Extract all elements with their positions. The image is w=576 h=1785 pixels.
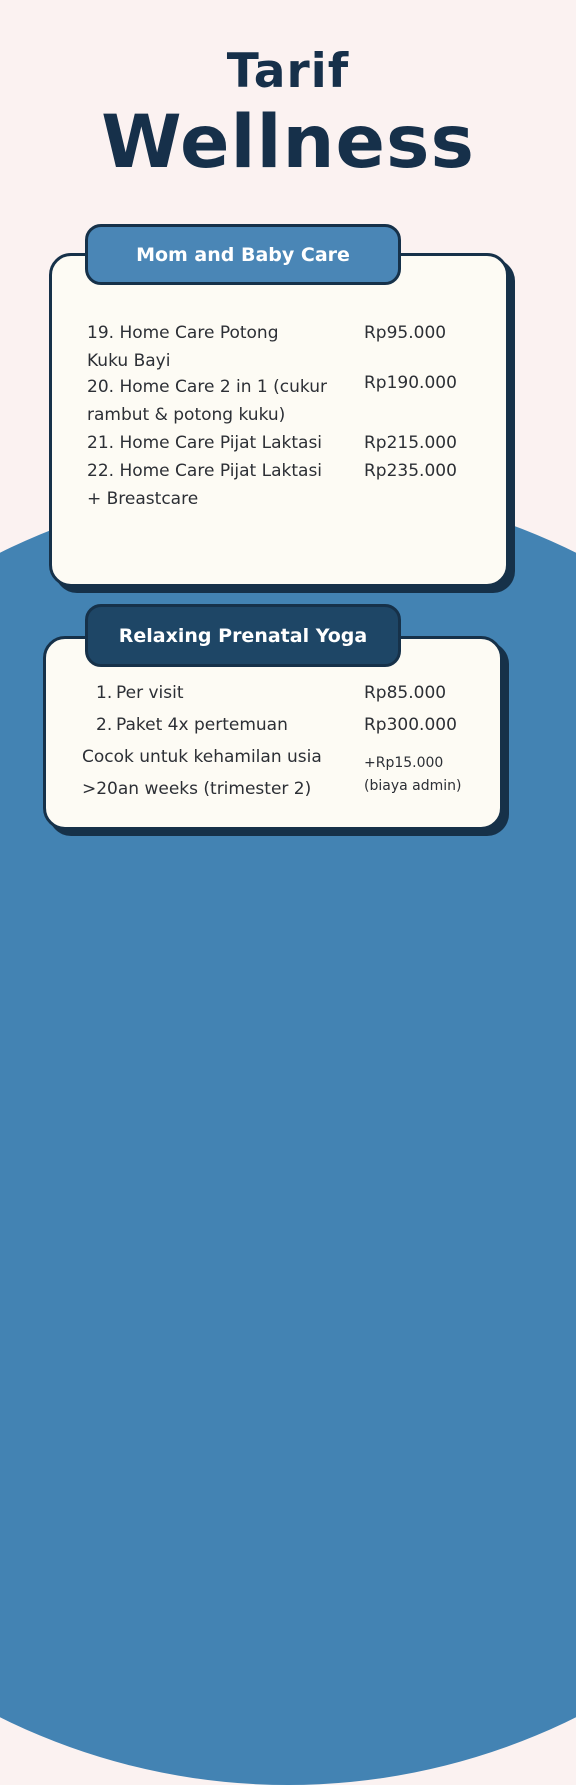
item-19-price: Rp95.000 [364,323,447,343]
title-line-2: Wellness [101,100,475,185]
title-line-1: Tarif [226,44,350,99]
item-22-price: Rp235.000 [364,461,457,481]
yoga-item-1-num: 1. [96,683,113,703]
item-21-price: Rp215.000 [364,433,457,453]
item-19-name-line2: Kuku Bayi [87,351,171,371]
yoga-item-2-num: 2. [96,715,113,735]
item-20-price: Rp190.000 [364,373,457,393]
mom-baby-heading: Mom and Baby Care [85,224,401,285]
yoga-note-line1: Cocok untuk kehamilan usia [82,747,322,767]
yoga-item-2-name: Paket 4x pertemuan [116,715,288,735]
yoga-item-1-name: Per visit [116,683,184,703]
item-19-name-line1: 19. Home Care Potong [87,323,279,343]
admin-fee-amount: +Rp15.000 [364,755,444,771]
item-20-name-line1: 20. Home Care 2 in 1 (cukur [87,377,327,397]
item-20-name-line2: rambut & potong kuku) [87,405,286,425]
mom-baby-card [49,253,509,587]
prenatal-yoga-heading: Relaxing Prenatal Yoga [85,604,401,667]
admin-fee-label: (biaya admin) [364,778,462,794]
item-22-name-line1: 22. Home Care Pijat Laktasi [87,461,323,481]
yoga-item-1-price: Rp85.000 [364,683,447,703]
item-22-name-line2: + Breastcare [87,489,199,509]
yoga-item-2-price: Rp300.000 [364,715,457,735]
yoga-note-line2: >20an weeks (trimester 2) [82,779,312,799]
item-21-name: 21. Home Care Pijat Laktasi [87,433,323,453]
